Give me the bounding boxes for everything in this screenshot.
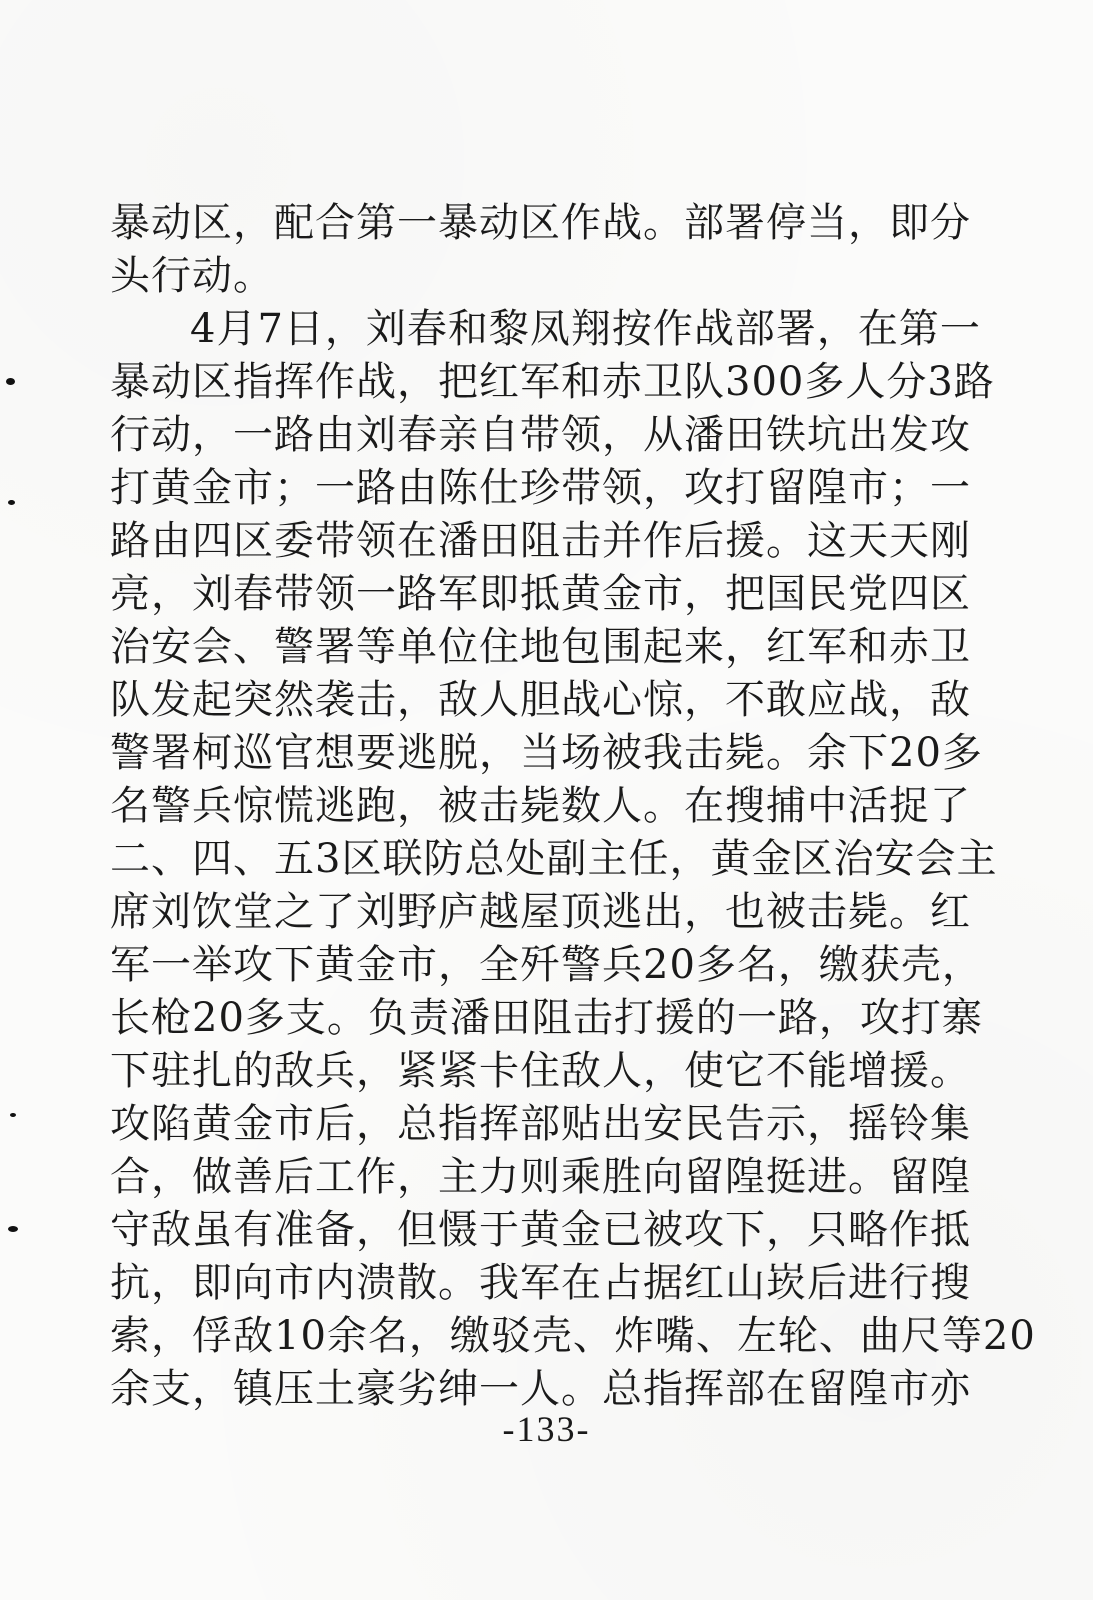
text-line: 名警兵惊慌逃跑，被击毙数人。在搜捕中活捉了 bbox=[110, 783, 971, 829]
page-number: -133- bbox=[502, 1409, 591, 1449]
text-line: 行动，一路由刘春亲自带领，从潘田铁坑出发攻 bbox=[110, 412, 971, 458]
text-line: 索，俘敌10余名，缴驳壳、炸嘴、左轮、曲尺等20 bbox=[110, 1313, 1036, 1359]
text-line: 守敌虽有准备，但慑于黄金已被攻下，只略作抵 bbox=[110, 1207, 971, 1253]
text-line: 席刘饮堂之了刘野庐越屋顶逃出，也被击毙。红 bbox=[110, 889, 971, 935]
text-line: 二、四、五3区联防总处副主任，黄金区治安会主 bbox=[110, 836, 998, 882]
text-line: 暴动区，配合第一暴动区作战。部署停当，即分 bbox=[110, 200, 971, 246]
scan-speck bbox=[10, 1113, 16, 1117]
text-line: 亮，刘春带领一路军即抵黄金市，把国民党四区 bbox=[110, 571, 971, 617]
text-line: 余支，镇压土豪劣绅一人。总指挥部在留隍市亦 bbox=[110, 1366, 971, 1412]
text-line: 头行动。 bbox=[110, 253, 274, 299]
text-line: 军一举攻下黄金市，全歼警兵20多名，缴获壳， bbox=[110, 942, 983, 988]
text-line: 暴动区指挥作战，把红军和赤卫队300多人分3路 bbox=[110, 359, 995, 405]
text-line: 抗，即向市内溃散。我军在占据红山崁后进行搜 bbox=[110, 1260, 971, 1306]
text-line: 路由四区委带领在潘田阻击并作后援。这天天刚 bbox=[110, 518, 971, 564]
text-line: 队发起突然袭击，敌人胆战心惊，不敢应战，敌 bbox=[110, 677, 971, 723]
text-line: 打黄金市；一路由陈仕珍带领，攻打留隍市；一 bbox=[110, 465, 971, 511]
text-line: 下驻扎的敌兵，紧紧卡住敌人，使它不能增援。 bbox=[110, 1048, 971, 1094]
text-line: 治安会、警署等单位住地包围起来，红军和赤卫 bbox=[110, 624, 971, 670]
text-line: 合，做善后工作，主力则乘胜向留隍挺进。留隍 bbox=[110, 1154, 971, 1200]
text-line: 攻陷黄金市后，总指挥部贴出安民告示，摇铃集 bbox=[110, 1101, 971, 1147]
text-line: 警署柯巡官想要逃脱，当场被我击毙。余下20多 bbox=[110, 730, 983, 776]
scan-speck bbox=[6, 378, 15, 385]
text-line: 4月7日，刘春和黎凤翔按作战部署，在第一 bbox=[190, 306, 981, 352]
scan-speck bbox=[8, 500, 15, 505]
body-text bbox=[110, 197, 1036, 1416]
scan-speck bbox=[8, 1226, 18, 1232]
text-line: 长枪20多支。负责潘田阻击打援的一路，攻打寨 bbox=[110, 995, 983, 1041]
